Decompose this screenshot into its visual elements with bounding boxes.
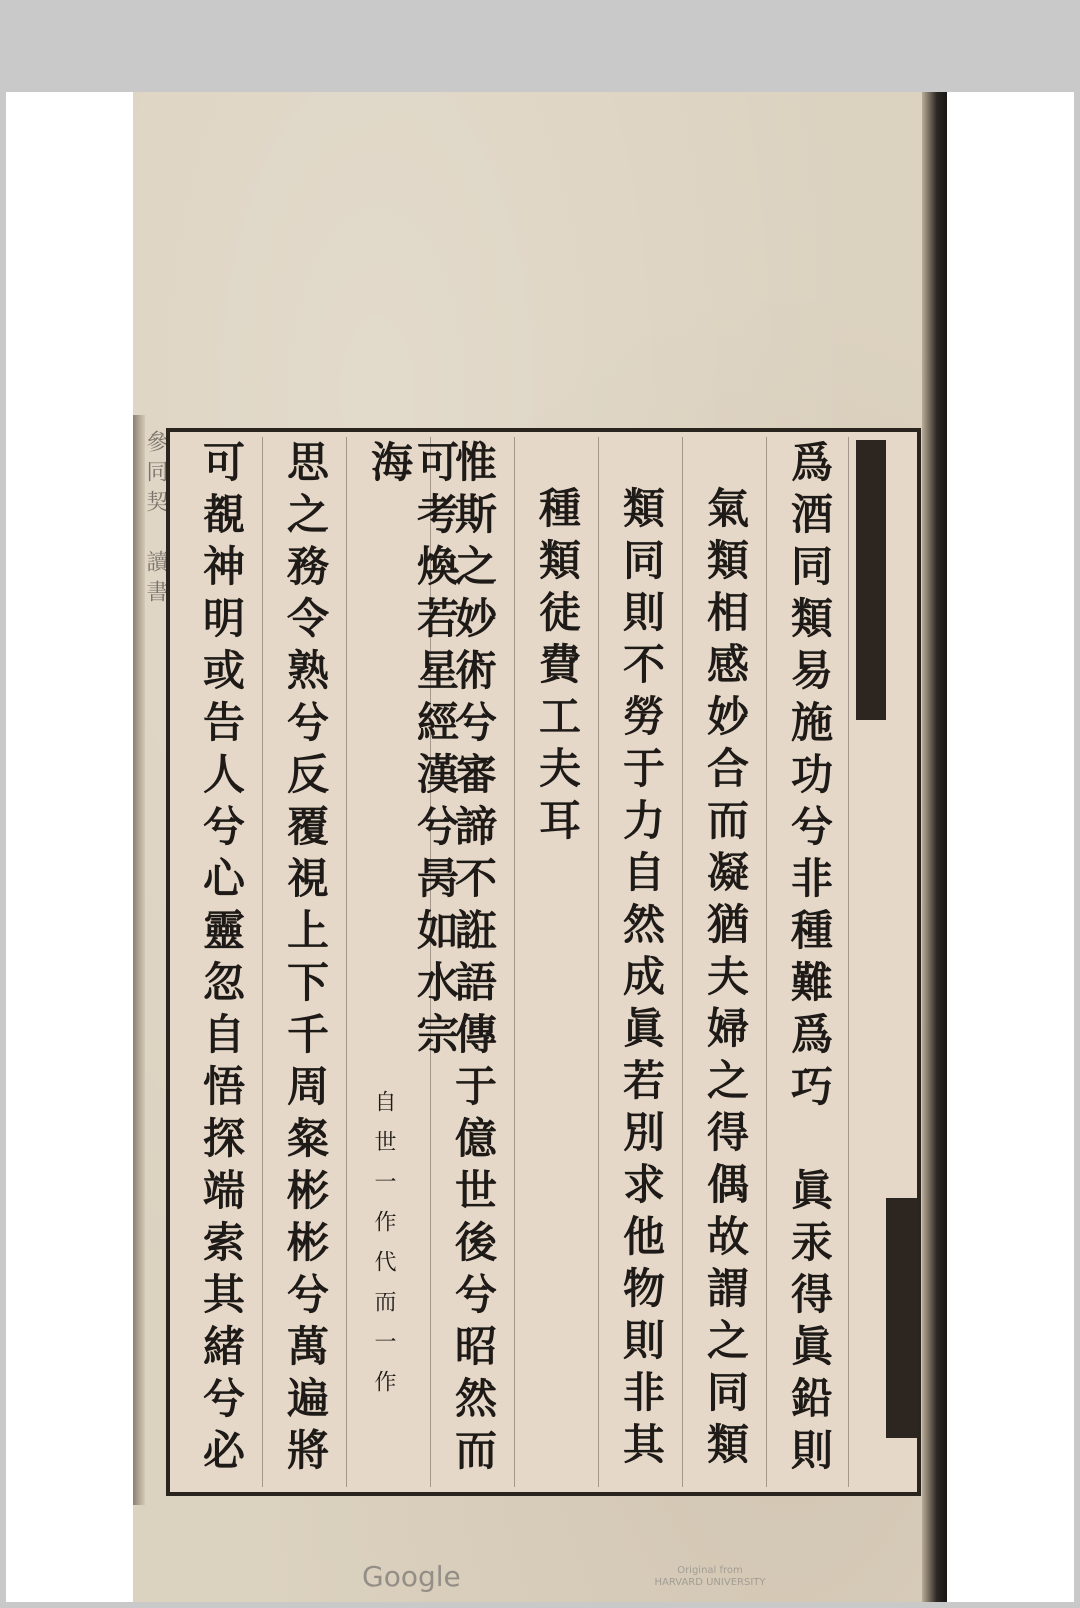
margin-running-title: 參同契 讀書 [143, 430, 168, 670]
column-divider [848, 437, 849, 1487]
column-divider [682, 437, 683, 1487]
harvard-watermark-line1: Original from [677, 1565, 743, 1576]
block-strip-bottom [886, 1198, 918, 1438]
column-divider [514, 437, 515, 1487]
text-column-2: 氣類相感妙合而凝猶夫婦之得偶故謂之同類 [701, 486, 750, 1474]
text-column-5: 惟斯之妙術兮審諦不誑語傳于億世後兮昭然而 [449, 440, 498, 1480]
column-divider [766, 437, 767, 1487]
block-strip-top [856, 440, 886, 720]
annotation-note: 自世一作代而一作 [371, 1090, 396, 1410]
text-column-6: 可考煥若星經漢兮昺如水宗海 [365, 440, 460, 1064]
text-column-1: 爲酒同類易施功兮非種難爲巧 眞汞得眞鉛則 [785, 440, 834, 1480]
text-column-8: 可覩神明或告人兮心靈忽自悟探端索其緒兮必 [197, 440, 246, 1480]
page-edge-right [922, 92, 947, 1602]
text-column-7: 思之務令熟兮反覆視上下千周粲彬彬兮萬遍將 [281, 440, 330, 1480]
column-divider [262, 437, 263, 1487]
text-column-3: 類同則不勞于力自然成眞若別求他物則非其 [617, 486, 666, 1474]
google-watermark: Google [362, 1560, 461, 1593]
column-divider [346, 437, 347, 1487]
column-divider [598, 437, 599, 1487]
harvard-watermark-line2: HARVARD UNIVERSITY [654, 1577, 766, 1588]
harvard-watermark [640, 1565, 780, 1589]
text-column-4: 種類徒費工夫耳 [533, 486, 582, 850]
